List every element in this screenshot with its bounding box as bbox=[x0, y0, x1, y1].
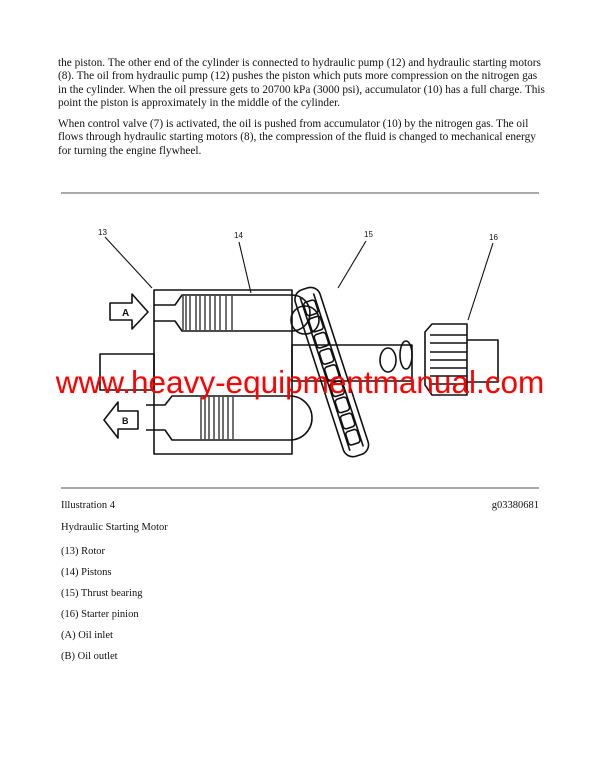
legend-item-rotor: (13) Rotor bbox=[61, 546, 106, 557]
divider-bottom bbox=[61, 487, 539, 489]
callout-13: 13 bbox=[98, 228, 107, 237]
illustration-title: Hydraulic Starting Motor bbox=[61, 522, 168, 533]
callout-14: 14 bbox=[234, 231, 243, 240]
legend-item-starter-pinion: (16) Starter pinion bbox=[61, 609, 139, 620]
watermark-url: www.heavy-equipmentmanual.com bbox=[55, 364, 545, 400]
arrow-label-a: A bbox=[122, 308, 130, 319]
hydraulic-starting-motor-diagram bbox=[0, 200, 600, 485]
body-paragraph-2: When control valve (7) is activated, the oil is pushed from accumulator (10) by the nitrogen gas. The oil flows through hydraulic starting motors (8), the compression of the fluid is changed to mechanical energy for turning the engine flywheel. bbox=[58, 118, 536, 157]
illustration-label: Illustration 4 bbox=[61, 500, 115, 511]
callout-16: 16 bbox=[489, 233, 498, 242]
legend-item-oil-outlet: (B) Oil outlet bbox=[61, 651, 118, 662]
divider-top bbox=[61, 192, 539, 194]
graphic-id: g03380681 bbox=[491, 500, 539, 511]
legend-item-thrust-bearing: (15) Thrust bearing bbox=[61, 588, 143, 599]
body-paragraph-1: the piston. The other end of the cylinder is connected to hydraulic pump (12) and hydraulic starting motors (8). The oil from hydraulic pump (12) pushes the piston which puts more compression on the nitrogen gas in the cylinder. When the oil pressure gets to 20700 kPa (3000 psi), accumulator (10) has a full charge. This point the piston is approximately in the middle of the cylinder. bbox=[58, 57, 545, 110]
legend-item-pistons: (14) Pistons bbox=[61, 567, 112, 578]
lower-piston-illustration bbox=[146, 396, 312, 440]
oil-outlet-arrow-icon bbox=[104, 402, 138, 438]
upper-piston-illustration bbox=[154, 295, 310, 331]
arrow-label-b: B bbox=[122, 416, 129, 426]
callout-15: 15 bbox=[364, 230, 373, 239]
legend-item-oil-inlet: (A) Oil inlet bbox=[61, 630, 113, 641]
